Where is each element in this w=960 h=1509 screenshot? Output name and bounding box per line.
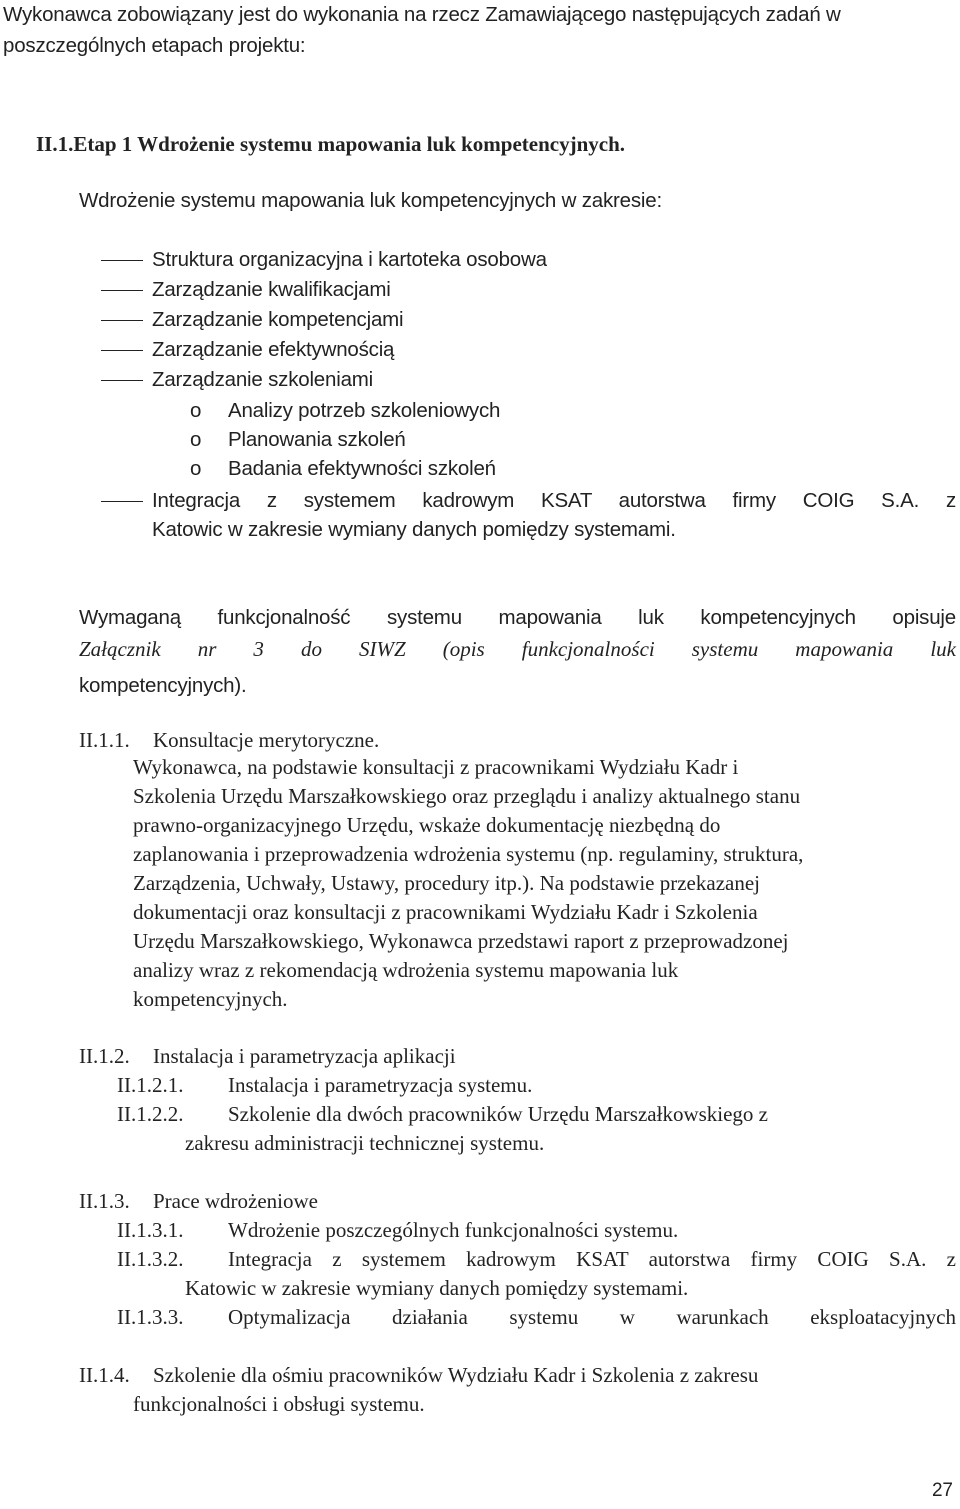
section-111-number: II.1.1.	[79, 728, 130, 752]
functionality-line-3: kompetencyjnych).	[79, 674, 247, 697]
functionality-line-1: Wymaganą funkcjonalność systemu mapowania luk kompetencyjnych opisuje	[79, 606, 956, 629]
circle-bullet-icon: o	[190, 428, 202, 451]
section-114-line-2: funkcjonalności i obsługi systemu.	[133, 1392, 425, 1416]
section-1122-line-2: zakresu administracji technicznej systemu.	[185, 1131, 545, 1155]
dash-bullet-icon	[101, 290, 143, 291]
section-112-number: II.1.2.	[79, 1044, 130, 1068]
section-1122-line-1: Szkolenie dla dwóch pracowników Urzędu Marszałkowskiego z	[228, 1102, 769, 1126]
section-1121-text: Instalacja i parametryzacja systemu.	[228, 1073, 533, 1097]
scope-item-4: Zarządzanie efektywnością	[152, 338, 395, 361]
section-111-line-2: Szkolenia Urzędu Marszałkowskiego oraz przeglądu i analizy aktualnego stanu	[133, 784, 801, 808]
scope-item-3: Zarządzanie kompetencjami	[152, 308, 404, 331]
dash-bullet-icon	[101, 260, 143, 261]
circle-bullet-icon: o	[190, 457, 202, 480]
intro-line-1: Wykonawca zobowiązany jest do wykonania na rzecz Zamawiającego następujących zadań w	[3, 3, 841, 26]
training-item-2: Planowania szkoleń	[228, 428, 406, 451]
section-113-title: Prace wdrożeniowe	[153, 1189, 319, 1213]
section-1132-number: II.1.3.2.	[117, 1247, 184, 1271]
section-111-line-4: zaplanowania i przeprowadzenia wdrożenia systemu (np. regulaminy, struktura,	[133, 842, 804, 866]
section-1122-number: II.1.2.2.	[117, 1102, 184, 1126]
stage-title: Etap 1 Wdrożenie systemu mapowania luk kompetencyjnych.	[73, 132, 626, 156]
section-1121-number: II.1.2.1.	[117, 1073, 184, 1097]
dash-bullet-icon	[101, 350, 143, 351]
scope-intro: Wdrożenie systemu mapowania luk kompetencyjnych w zakresie:	[79, 189, 662, 212]
section-111-line-7: Urzędu Marszałkowskiego, Wykonawca przedstawi raport z przeprowadzonej	[133, 929, 789, 953]
dash-bullet-icon	[101, 501, 143, 502]
scope-item-5: Zarządzanie szkoleniami	[152, 368, 374, 391]
section-112-title: Instalacja i parametryzacja aplikacji	[153, 1044, 456, 1068]
section-1133-text: Optymalizacja działania systemu w warunkach eksploatacyjnych	[228, 1305, 956, 1329]
stage-heading	[36, 130, 625, 159]
training-item-1: Analizy potrzeb szkoleniowych	[228, 399, 501, 422]
functionality-line-2: Załącznik nr 3 do SIWZ (opis funkcjonalności systemu mapowania luk	[79, 637, 956, 661]
dash-bullet-icon	[101, 380, 143, 381]
section-114-line-1: Szkolenie dla ośmiu pracowników Wydziału Kadr i Szkolenia z zakresu	[153, 1363, 759, 1387]
scope-item-1: Struktura organizacyjna i kartoteka osobowa	[152, 248, 547, 271]
section-114-number: II.1.4.	[79, 1363, 130, 1387]
section-111-line-8: analizy wraz z rekomendacją wdrożenia systemu mapowania luk	[133, 958, 679, 982]
dash-bullet-icon	[101, 320, 143, 321]
training-item-3: Badania efektywności szkoleń	[228, 457, 496, 480]
section-1132-line-1: Integracja z systemem kadrowym KSAT autorstwa firmy COIG S.A. z	[228, 1247, 956, 1271]
intro-line-2: poszczególnych etapach projektu:	[3, 34, 306, 57]
section-111-line-1: Wykonawca, na podstawie konsultacji z pracownikami Wydziału Kadr i	[133, 755, 739, 779]
section-1131-number: II.1.3.1.	[117, 1218, 184, 1242]
integration-line-1: Integracja z systemem kadrowym KSAT autorstwa firmy COIG S.A. z	[152, 489, 956, 512]
section-1132-line-2: Katowic w zakresie wymiany danych pomiędzy systemami.	[185, 1276, 689, 1300]
integration-line-2: Katowic w zakresie wymiany danych pomiędzy systemami.	[152, 518, 676, 541]
section-113-number: II.1.3.	[79, 1189, 130, 1213]
scope-item-2: Zarządzanie kwalifikacjami	[152, 278, 391, 301]
section-111-title: Konsultacje merytoryczne.	[153, 728, 380, 752]
stage-number: II.1.	[36, 132, 74, 156]
section-1133-number: II.1.3.3.	[117, 1305, 184, 1329]
section-1131-text: Wdrożenie poszczególnych funkcjonalności systemu.	[228, 1218, 679, 1242]
section-111-line-6: dokumentacji oraz konsultacji z pracownikami Wydziału Kadr i Szkolenia	[133, 900, 758, 924]
section-111-line-5: Zarządzenia, Uchwały, Ustawy, procedury itp.). Na podstawie przekazanej	[133, 871, 760, 895]
section-111-line-9: kompetencyjnych.	[133, 987, 288, 1011]
section-111-line-3: prawno-organizacyjnego Urzędu, wskaże dokumentację niezbędną do	[133, 813, 721, 837]
page-number: 27	[932, 1480, 953, 1501]
circle-bullet-icon: o	[190, 399, 202, 422]
